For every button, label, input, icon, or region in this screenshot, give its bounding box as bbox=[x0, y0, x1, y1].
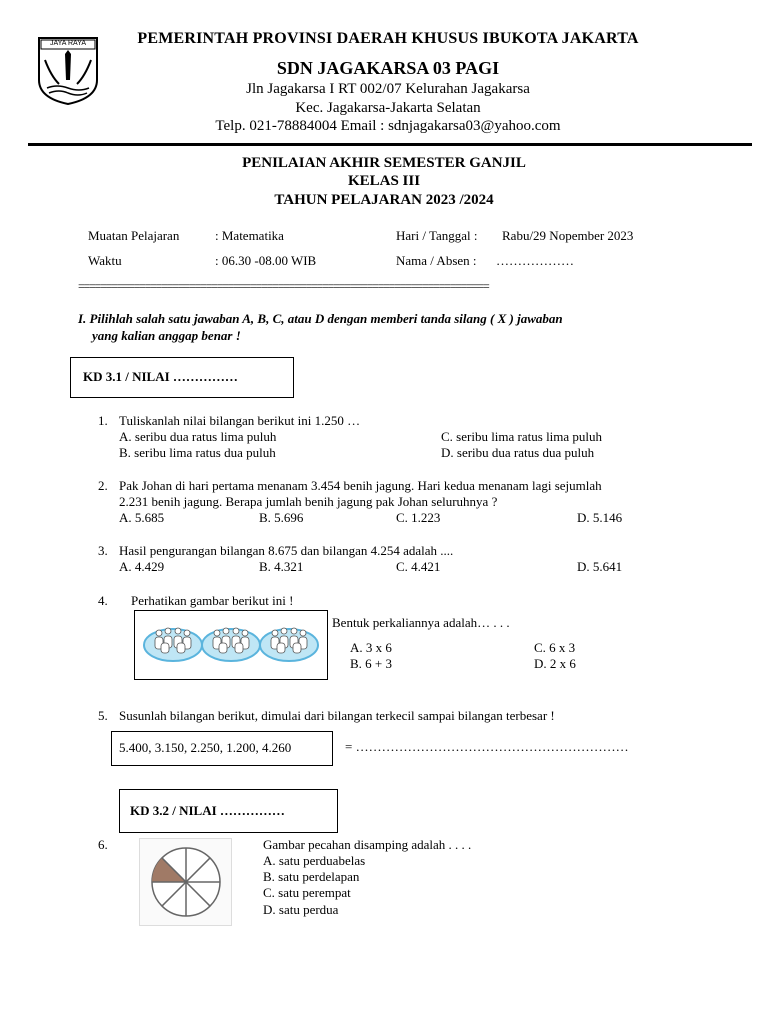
fraction-picture bbox=[139, 838, 232, 926]
kd2-box bbox=[119, 789, 338, 833]
q3-option-c[interactable]: C. 4.421 bbox=[396, 559, 441, 574]
pie-dividers bbox=[152, 848, 220, 916]
q4-option-d[interactable]: D. 2 x 6 bbox=[534, 656, 576, 671]
q5-numbers: 5.400, 3.150, 2.250, 1.200, 4.260 bbox=[119, 740, 292, 755]
exam-year: TAHUN PELAJARAN 2023 /2024 bbox=[274, 192, 494, 208]
q4-option-b[interactable]: B. 6 + 3 bbox=[350, 656, 393, 671]
subject-label: Muatan Pelajaran bbox=[88, 228, 180, 243]
q6-number: 6. bbox=[98, 837, 108, 852]
kd1-box bbox=[70, 357, 294, 398]
q4-picture-box bbox=[134, 610, 328, 680]
logo-text: JAYA RAYA bbox=[49, 40, 87, 47]
government-name: PEMERINTAH PROVINSI DAERAH KHUSUS IBUKOTA JAKARTA bbox=[137, 30, 639, 47]
q4-option-a[interactable]: A. 3 x 6 bbox=[350, 640, 392, 655]
school-name: SDN JAGAKARSA 03 PAGI bbox=[276, 58, 500, 78]
address-line-2: Kec. Jagakarsa-Jakarta Selatan bbox=[295, 100, 481, 116]
q1-number: 1. bbox=[98, 413, 108, 428]
plate-3 bbox=[260, 628, 318, 661]
q5-numbers-box bbox=[111, 731, 333, 766]
q4-number: 4. bbox=[98, 593, 108, 608]
date-value: Rabu/29 Nopember 2023 bbox=[502, 228, 634, 243]
q6-option-b[interactable]: B. satu perdelapan bbox=[263, 869, 360, 884]
q2-option-d[interactable]: D. 5.146 bbox=[577, 510, 623, 525]
q5-number: 5. bbox=[98, 708, 108, 723]
separator-line: ========================================================================== bbox=[78, 280, 489, 292]
subject-value: : Matematika bbox=[215, 228, 284, 243]
date-label: Hari / Tanggal : bbox=[396, 228, 478, 243]
plate-1 bbox=[144, 628, 202, 661]
q3-option-a[interactable]: A. 4.429 bbox=[119, 559, 165, 574]
exam-title: PENILAIAN AKHIR SEMESTER GANJIL bbox=[242, 155, 526, 171]
school-logo bbox=[37, 36, 99, 106]
q2-option-b[interactable]: B. 5.696 bbox=[259, 510, 304, 525]
q4-text: Perhatikan gambar berikut ini ! bbox=[131, 593, 294, 608]
q2-option-a[interactable]: A. 5.685 bbox=[119, 510, 165, 525]
letterhead-rule bbox=[28, 143, 752, 146]
q4-option-c[interactable]: C. 6 x 3 bbox=[534, 640, 576, 655]
q6-text: Gambar pecahan disamping adalah . . . . bbox=[263, 837, 472, 852]
q3-option-b[interactable]: B. 4.321 bbox=[259, 559, 304, 574]
q1-option-b[interactable]: B. seribu lima ratus dua puluh bbox=[119, 445, 276, 460]
q5-answer-line[interactable]: = ……………………………………………………… bbox=[345, 739, 629, 754]
q2-text-line-1: Pak Johan di hari pertama menanam 3.454 benih jagung. Hari kedua menanam lagi sejumlah bbox=[119, 478, 602, 493]
q4-prompt: Bentuk perkaliannya adalah… . . . bbox=[332, 615, 510, 630]
name-label: Nama / Absen : bbox=[396, 253, 477, 268]
q6-option-c[interactable]: C. satu perempat bbox=[263, 885, 351, 900]
q3-text: Hasil pengurangan bilangan 8.675 dan bilangan 4.254 adalah .... bbox=[119, 543, 454, 558]
contact-line: Telp. 021-78884004 Email : sdnjagakarsa03@yahoo.com bbox=[215, 118, 561, 134]
instruction-line-2: yang kalian anggap benar ! bbox=[92, 328, 241, 343]
q3-number: 3. bbox=[98, 543, 108, 558]
q3-option-d[interactable]: D. 5.641 bbox=[577, 559, 623, 574]
q5-text: Susunlah bilangan berikut, dimulai dari bilangan terkecil sampai bilangan terbesar ! bbox=[119, 708, 555, 723]
plates-illustration bbox=[135, 611, 327, 679]
kd1-label: KD 3.1 / NILAI …………… bbox=[83, 369, 238, 384]
q2-number: 2. bbox=[98, 478, 108, 493]
time-label: Waktu bbox=[88, 253, 122, 268]
q6-option-a[interactable]: A. satu perduabelas bbox=[263, 853, 366, 868]
q2-option-c[interactable]: C. 1.223 bbox=[396, 510, 441, 525]
q1-option-d[interactable]: D. seribu dua ratus dua puluh bbox=[441, 445, 595, 460]
address-line-1: Jln Jagakarsa I RT 002/07 Kelurahan Jagakarsa bbox=[246, 81, 530, 97]
q1-option-c[interactable]: C. seribu lima ratus lima puluh bbox=[441, 429, 603, 444]
q1-text: Tuliskanlah nilai bilangan berikut ini 1.250 … bbox=[119, 413, 361, 428]
name-value: ……………… bbox=[496, 253, 574, 268]
q2-text-line-2: 2.231 benih jagung. Berapa jumlah benih jagung pak Johan seluruhnya ? bbox=[119, 494, 498, 509]
instruction-line-1: I. Pilihlah salah satu jawaban A, B, C, atau D dengan memberi tanda silang ( X ) jawaban bbox=[78, 311, 563, 326]
exam-class: KELAS III bbox=[347, 173, 421, 189]
time-value: : 06.30 -08.00 WIB bbox=[215, 253, 317, 268]
kd2-label: KD 3.2 / NILAI …………… bbox=[130, 803, 285, 818]
q6-option-d[interactable]: D. satu perdua bbox=[263, 902, 339, 917]
plate-2 bbox=[202, 628, 260, 661]
q1-option-a[interactable]: A. seribu dua ratus lima puluh bbox=[119, 429, 277, 444]
